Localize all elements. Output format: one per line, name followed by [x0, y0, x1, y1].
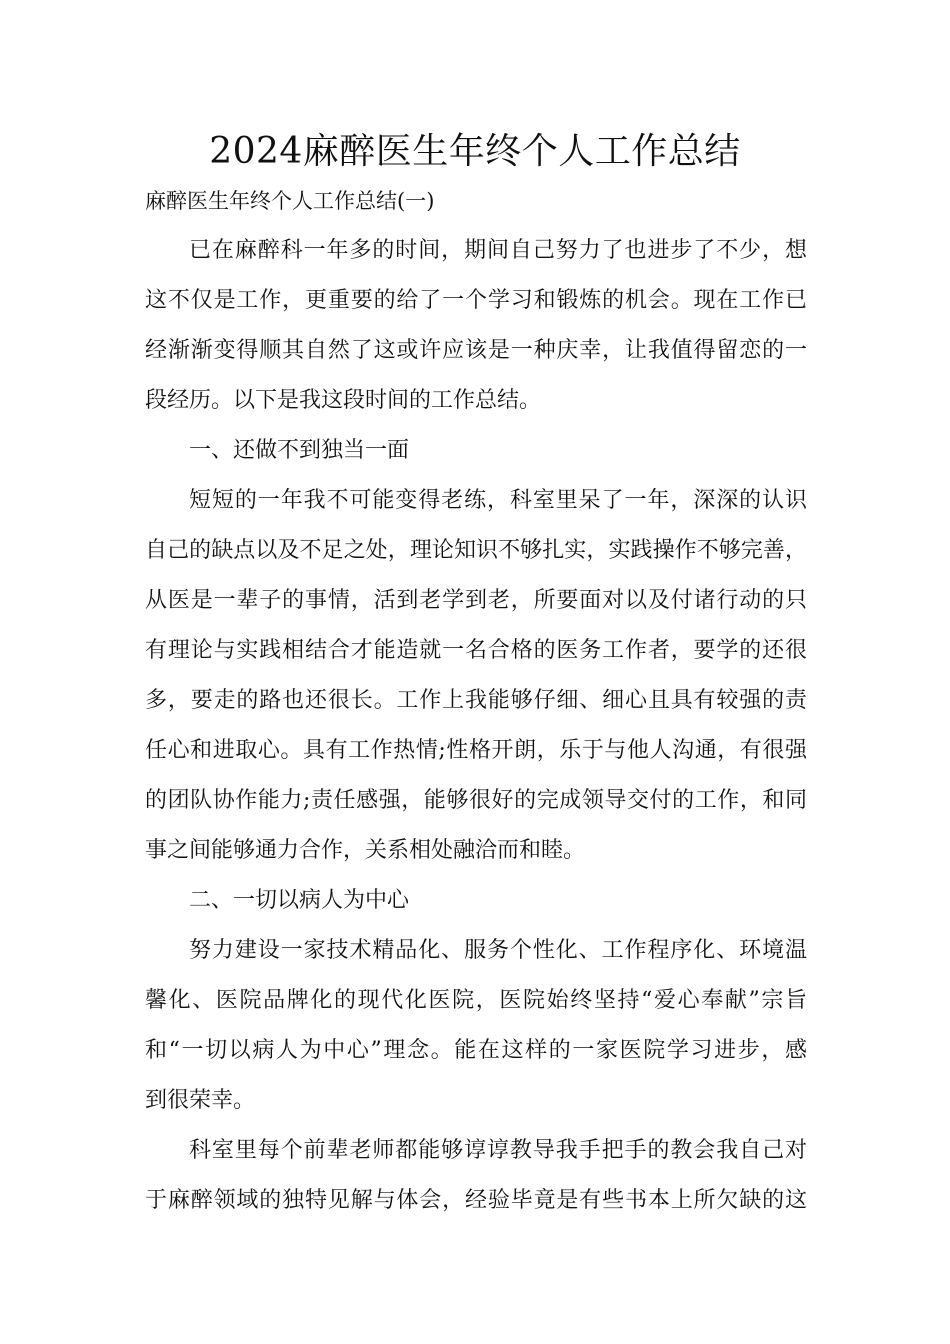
paragraph-line: 多，要走的路也还很长。工作上我能够仔细、细心且具有较强的责: [145, 688, 807, 713]
paragraph-line: 短短的一年我不可能变得老练，科室里呆了一年，深深的认识: [189, 488, 807, 513]
paragraph-line: 有理论与实践相结合才能造就一名合格的医务工作者，要学的还很: [145, 638, 807, 663]
paragraph-line: 到很荣幸。: [145, 1088, 256, 1113]
section-heading: 一、还做不到独当一面: [189, 438, 410, 463]
paragraph-line: 馨化、医院品牌化的现代化医院，医院始终坚持“爱心奉献”宗旨: [145, 988, 807, 1013]
section-heading: 二、一切以病人为中心: [189, 888, 410, 913]
paragraph-line: 于麻醉领域的独特见解与体会，经验毕竟是有些书本上所欠缺的这: [145, 1188, 807, 1213]
paragraph-line: 段经历。以下是我这段时间的工作总结。: [145, 388, 542, 413]
document-title: 2024麻醉医生年终个人工作总结: [209, 131, 741, 172]
paragraph-line: 从医是一辈子的事情，活到老学到老，所要面对以及付诸行动的只: [145, 588, 807, 613]
paragraph-line: 自己的缺点以及不足之处，理论知识不够扎实，实践操作不够完善，: [145, 538, 807, 563]
paragraph-line: 已在麻醉科一年多的时间，期间自己努力了也进步了不少，想: [189, 238, 807, 263]
paragraph-line: 任心和进取心。具有工作热情;性格开朗，乐于与他人沟通，有很强: [145, 738, 807, 763]
paragraph-line: 这不仅是工作，更重要的给了一个学习和锻炼的机会。现在工作已: [145, 288, 807, 313]
paragraph-line: 经渐渐变得顺其自然了这或许应该是一种庆幸，让我值得留恋的一: [145, 338, 807, 363]
paragraph-line: 努力建设一家技术精品化、服务个性化、工作程序化、环境温: [189, 938, 807, 963]
paragraph-line: 的团队协作能力;责任感强，能够很好的完成领导交付的工作，和同: [145, 788, 807, 813]
paragraph-line: 事之间能够通力合作，关系相处融洽而和睦。: [145, 838, 586, 863]
document-subtitle: 麻醉医生年终个人工作总结(一): [145, 189, 435, 213]
paragraph-line: 科室里每个前辈老师都能够谆谆教导我手把手的教会我自己对: [189, 1138, 807, 1163]
paragraph-line: 和“一切以病人为中心”理念。能在这样的一家医院学习进步，感: [145, 1038, 807, 1063]
